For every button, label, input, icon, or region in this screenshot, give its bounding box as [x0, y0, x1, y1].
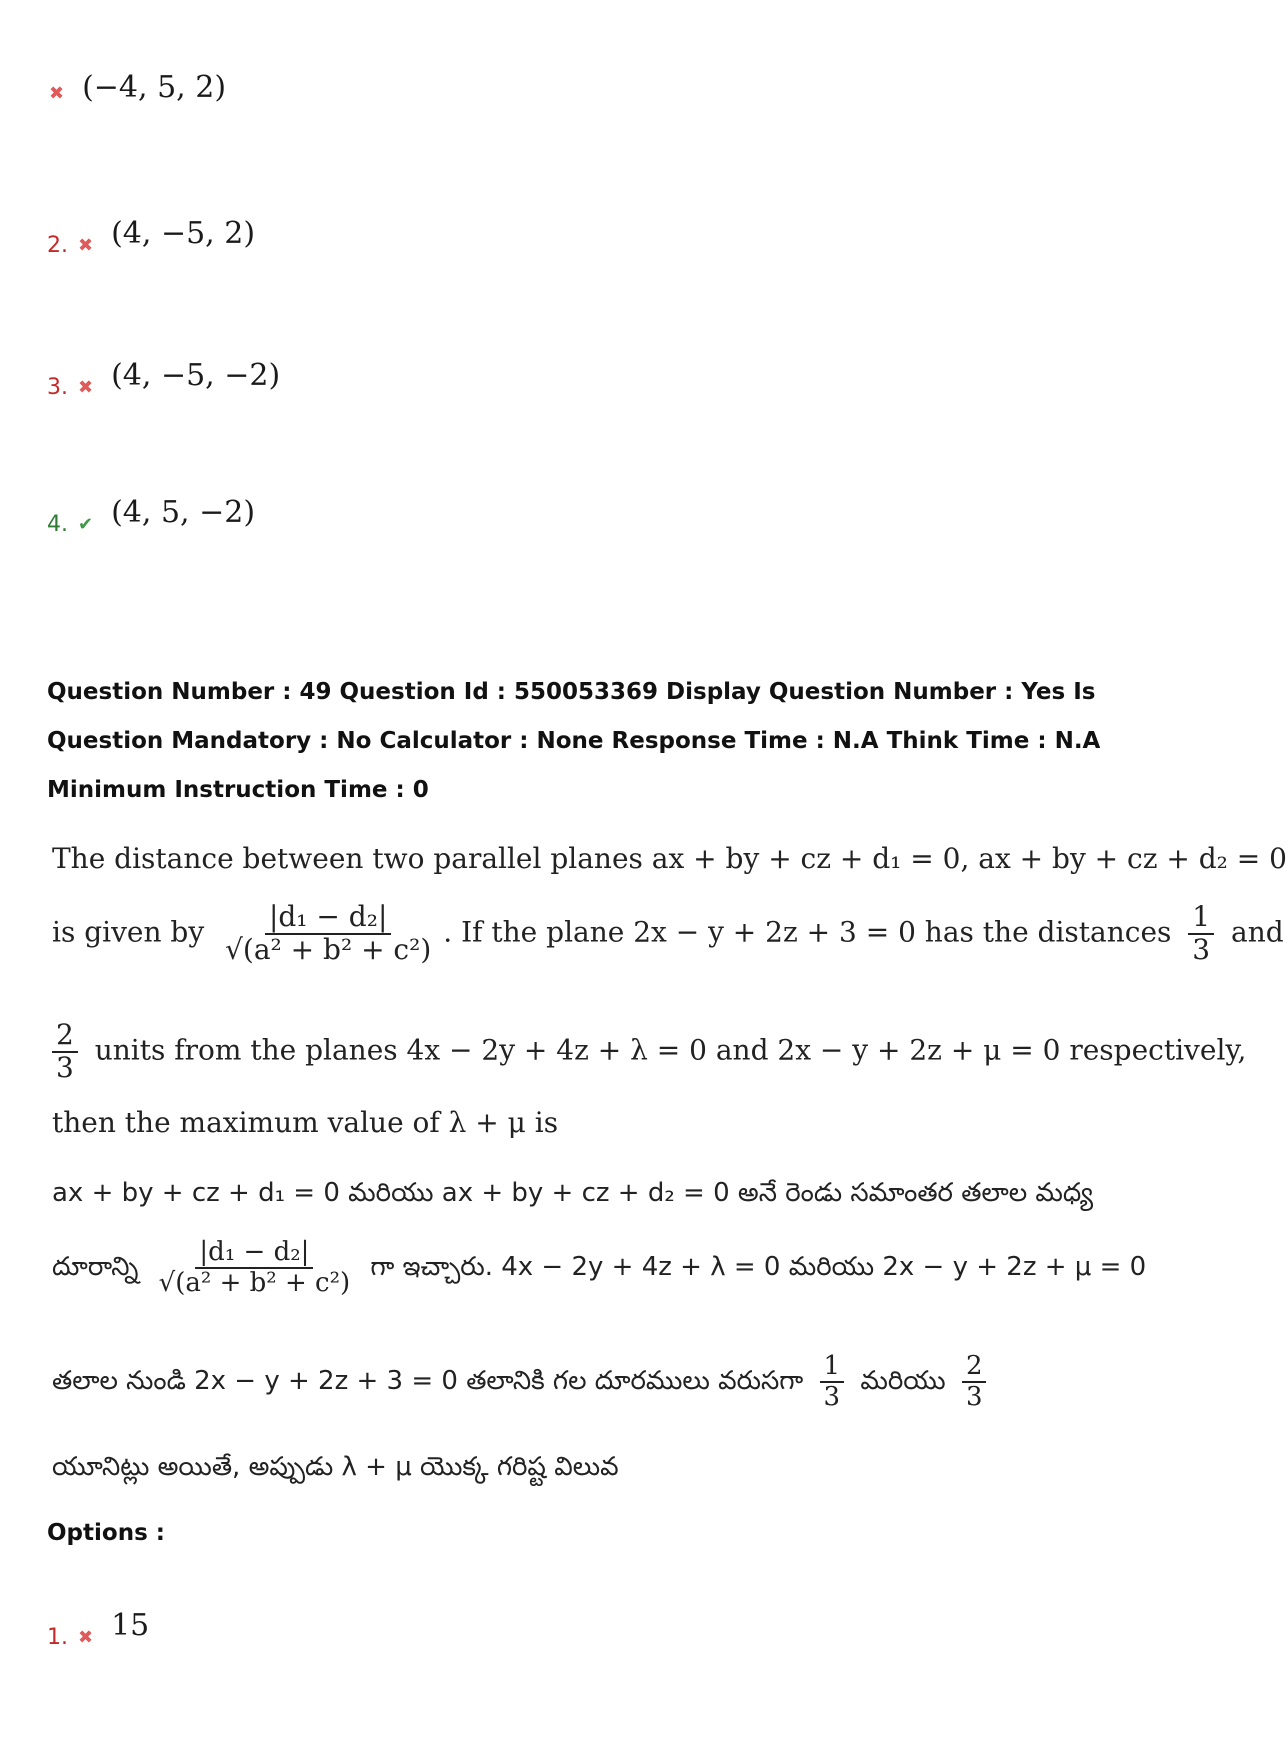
- option-number: 3.: [47, 375, 68, 400]
- distance-formula: [221, 902, 435, 966]
- correct-icon: ✔: [78, 514, 94, 535]
- option-value: (4, −5, −2): [111, 358, 281, 393]
- option-number: 2.: [47, 233, 68, 258]
- wrong-icon: ✖: [78, 377, 94, 398]
- option-value: (4, 5, −2): [111, 495, 256, 530]
- prev-option-4: [47, 495, 256, 542]
- prev-option-3: [47, 358, 281, 405]
- fraction-one-third: $\frac{1}{3}$: [1188, 902, 1214, 966]
- question-te-line-4: యూనిట్లు అయితే, అప్పుడు λ + μ యొక్క గరిష్ట విలువ: [52, 1452, 619, 1482]
- numerator: |d₁ − d₂|: [265, 902, 391, 935]
- question-en-line-4: then the maximum value of λ + μ is: [52, 1106, 559, 1139]
- question-en-line-2: is given by $\frac{\text{|d₁ − d₂|}}{\text{√(a² + b² + c²)}}$ . If the plane 2x − y + 2z + 3 = 0 has the distances $\frac{1}{3}$ and: [52, 900, 1284, 966]
- question-en-line-3: $\frac{2}{3}$ units from the planes 4x − 2y + 4z + λ = 0 and 2x − y + 2z + μ = 0 respectively,: [52, 1020, 1246, 1084]
- text: is given by: [52, 915, 205, 949]
- question-te-line-2: దూరాన్ని $\frac{\text{|d₁ − d₂|}}{\text{√(a² + b² + c²)}}$ గా ఇచ్చారు. 4x − 2y + 4z + λ = 0 మరియు 2x − y + 2z + μ = 0: [52, 1237, 1147, 1298]
- distance-formula: $\frac{\text{|d₁ − d₂|}}{\text{√(a² + b² + c²)}}$: [158, 1237, 351, 1298]
- wrong-icon: ✖: [78, 235, 94, 256]
- fraction-two-thirds: $\frac{2}{3}$: [962, 1352, 987, 1411]
- prev-option-1: [49, 70, 227, 111]
- question-meta: Question Number : 49 Question Id : 550053369 Display Question Number : Yes Is Question Mandatory : No Calculator : None Response Time : N.A Think Time : N.A Minimum Instruction Time : 0: [47, 679, 1101, 803]
- fraction-two-thirds: $\frac{2}{3}$: [52, 1020, 78, 1084]
- options-label: Options :: [47, 1520, 165, 1546]
- option-number: 1.: [47, 1625, 68, 1650]
- option-number: 4.: [47, 512, 68, 537]
- wrong-icon: ✖: [78, 1627, 94, 1648]
- fraction-one-third: $\frac{1}{3}$: [820, 1352, 845, 1411]
- option-value: (−4, 5, 2): [82, 70, 227, 105]
- option-value: 15: [111, 1608, 150, 1643]
- text: . If the plane 2x − y + 2z + 3 = 0 has the distances: [443, 915, 1172, 949]
- option-1: [47, 1608, 150, 1655]
- question-te-line-1: ax + by + cz + d₁ = 0 మరియు ax + by + cz + d₂ = 0 అనే రెండు సమాంతర తలాల మధ్య: [52, 1178, 1093, 1208]
- question-te-line-3: తలాల నుండి 2x − y + 2z + 3 = 0 తలానికి గల దూరములు వరుసగా $\frac{1}{3}$ మరియు $\frac{2}{3}$: [52, 1352, 994, 1411]
- question-en-line-1: The distance between two parallel planes ax + by + cz + d₁ = 0, ax + by + cz + d₂ = 0: [52, 842, 1287, 875]
- wrong-icon: ✖: [49, 83, 65, 104]
- option-value: (4, −5, 2): [111, 216, 256, 251]
- denominator: √(a² + b² + c²): [225, 932, 432, 966]
- prev-option-2: [47, 216, 256, 263]
